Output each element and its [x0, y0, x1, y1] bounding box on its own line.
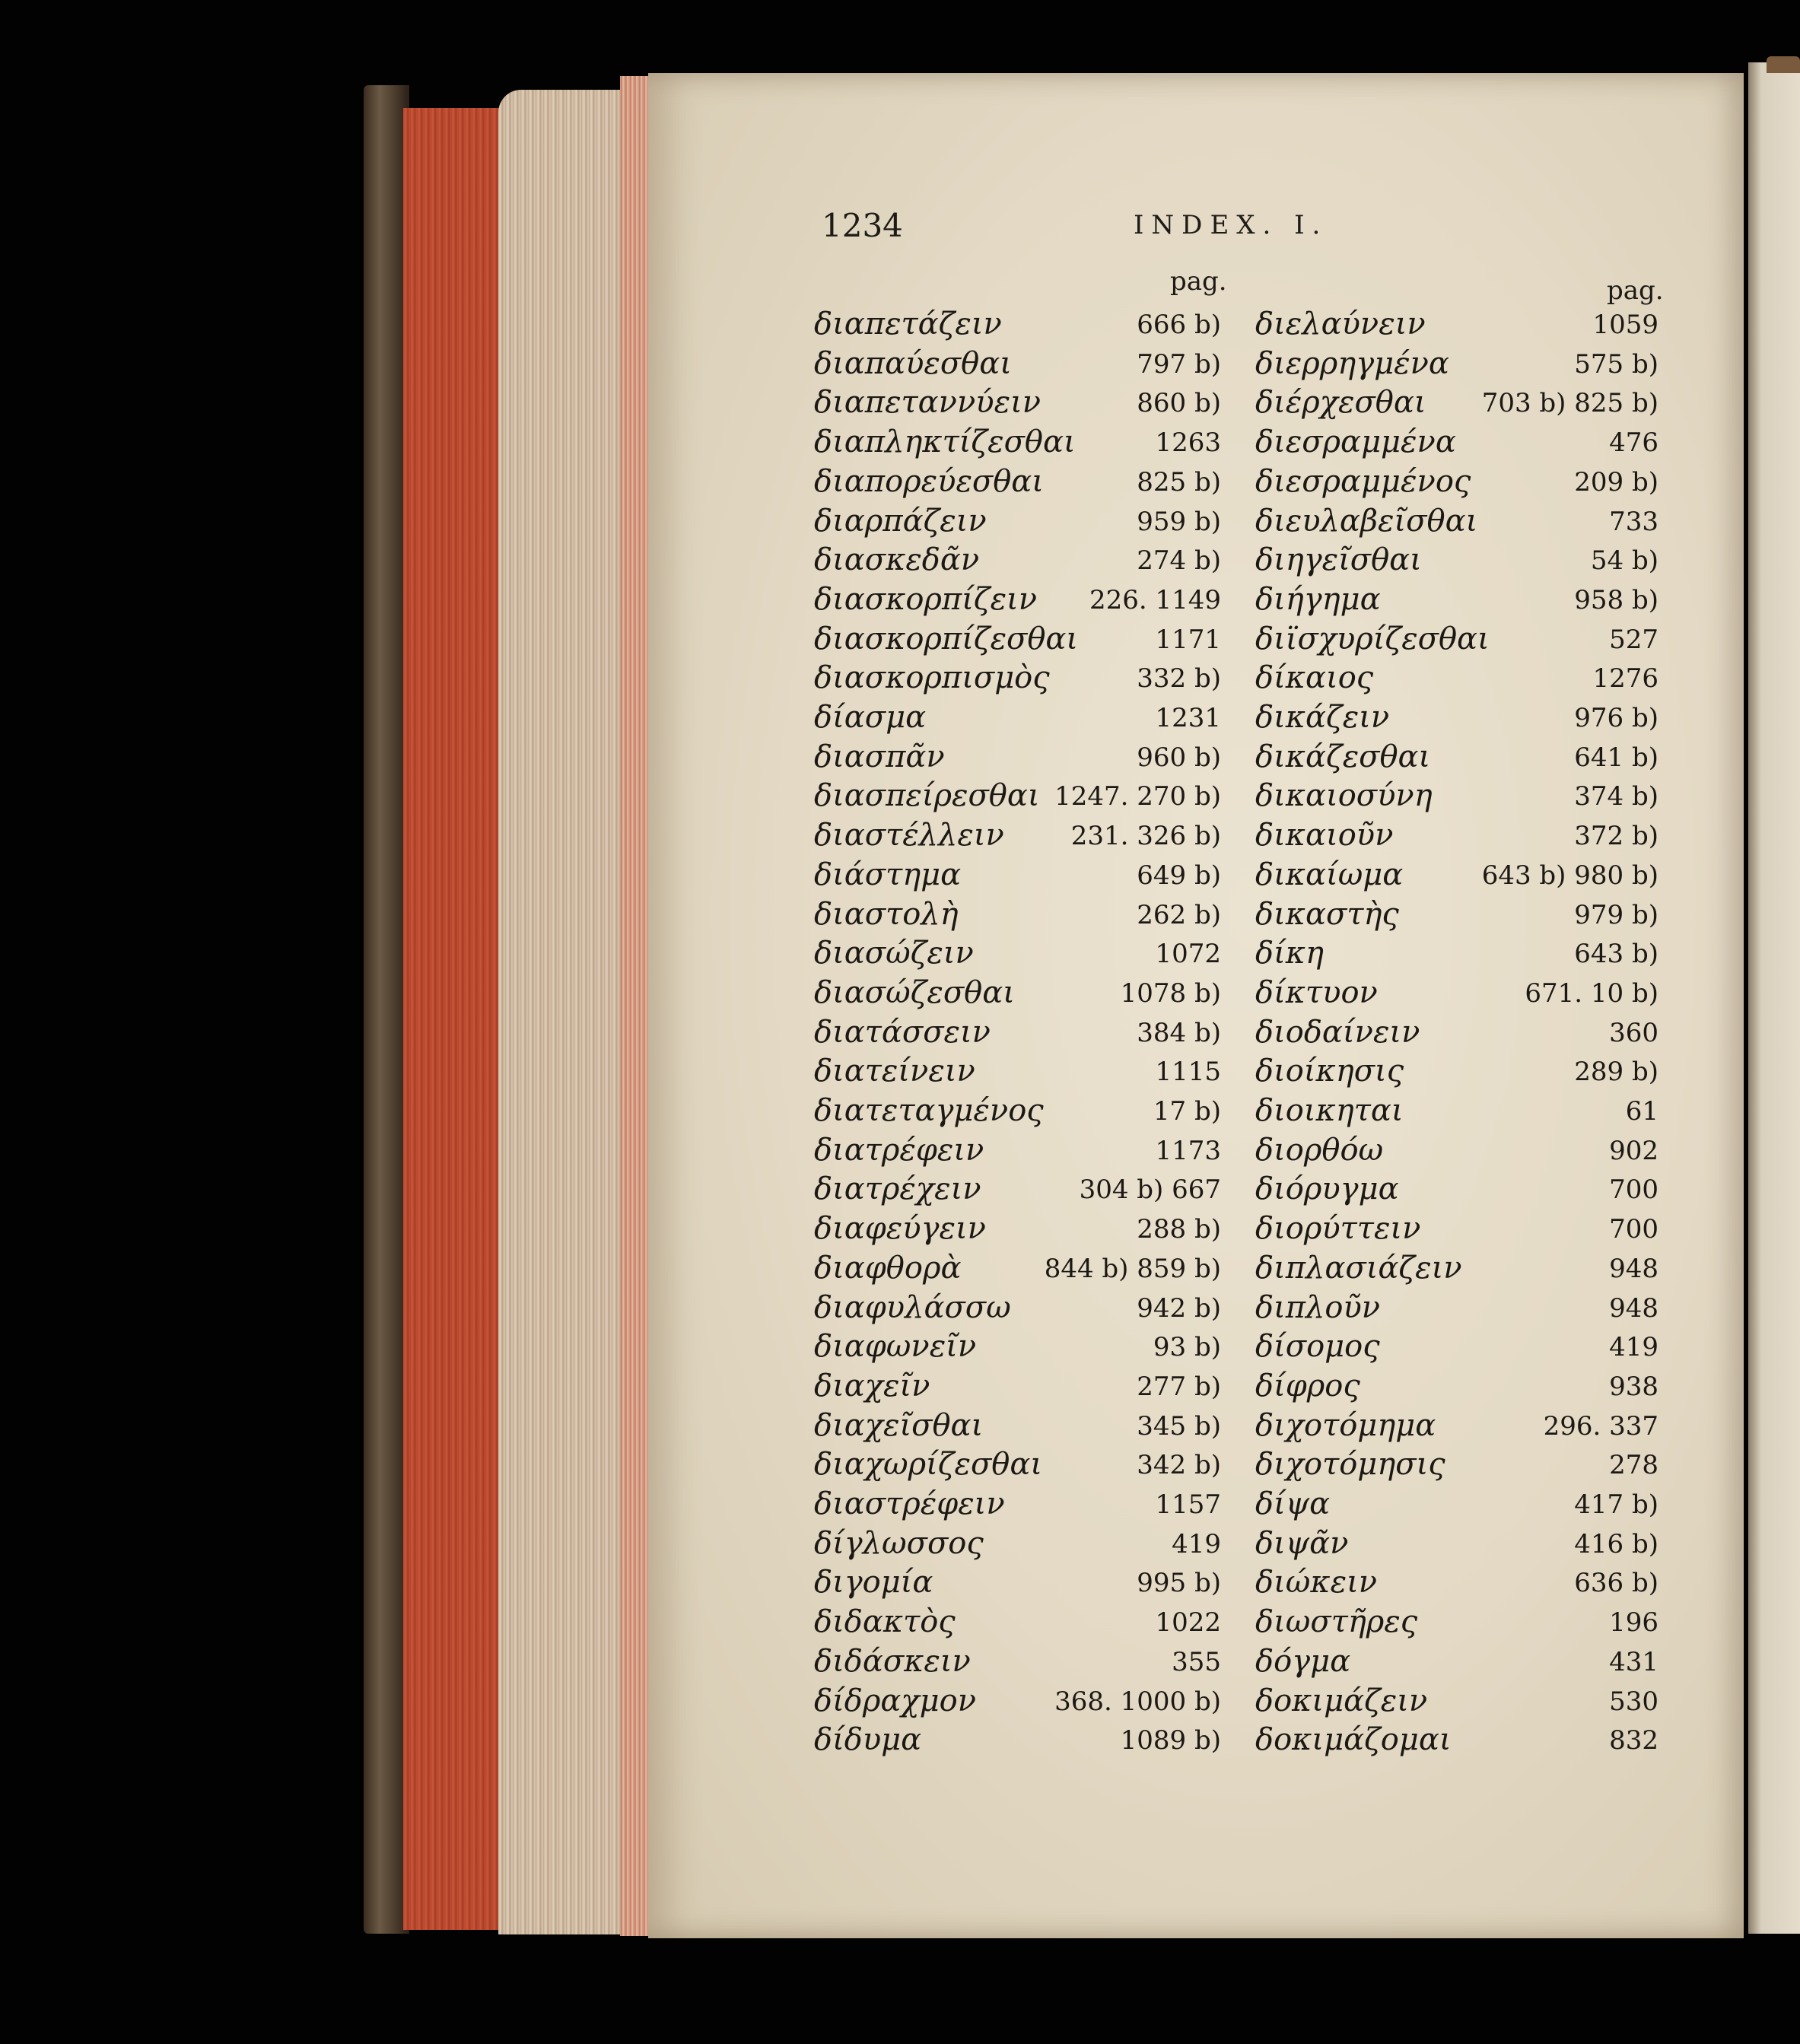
page-reference: 643 b) 980 b) [1481, 860, 1658, 891]
index-term: δίασμα [814, 700, 927, 735]
index-term: διορύττειν [1255, 1211, 1421, 1247]
page-reference: 527 [1609, 624, 1658, 655]
page-reference: 1089 b) [1120, 1725, 1221, 1756]
page-reference: 419 [1609, 1332, 1658, 1363]
index-term: διαστολὴ [814, 896, 959, 932]
index-entry [1255, 307, 1658, 346]
page-reference: 355 [1172, 1646, 1221, 1677]
page-reference: 1247. 270 b) [1054, 781, 1221, 812]
index-term: διδακτὸς [814, 1604, 956, 1640]
index-term: διηγεῖσθαι [1255, 542, 1422, 578]
index-term: διαστρέφειν [814, 1486, 1005, 1521]
page-reference: 643 b) [1574, 939, 1658, 970]
page-reference: 959 b) [1137, 506, 1221, 537]
index-term: διασπείρεσθαι [814, 778, 1040, 814]
page-reference: 938 [1609, 1371, 1658, 1402]
index-entry [814, 1526, 1221, 1566]
index-term: διπλοῦν [1255, 1289, 1381, 1325]
index-term: διαχεῖν [814, 1368, 930, 1403]
index-entry [814, 897, 1221, 936]
index-entry [814, 1015, 1221, 1054]
index-term: διασώζεσθαι [814, 974, 1015, 1010]
index-entry [1255, 1093, 1658, 1133]
index-term: διψᾶν [1255, 1525, 1349, 1561]
page-reference: 304 b) 667 [1079, 1175, 1221, 1206]
index-term: διασκεδᾶν [814, 542, 980, 578]
page-reference: 1171 [1155, 624, 1221, 655]
index-entry [814, 1290, 1221, 1330]
index-term: διαπετάζειν [814, 307, 1002, 342]
index-term: διαφωνεῖν [814, 1329, 977, 1365]
index-entry [1255, 700, 1658, 739]
index-entry [1255, 385, 1658, 424]
index-entry [1255, 1251, 1658, 1290]
index-term: διχοτόμησις [1255, 1447, 1445, 1483]
index-entry [814, 1644, 1221, 1683]
index-entry [1255, 1447, 1658, 1486]
index-entry [1255, 975, 1658, 1015]
book-spine [364, 85, 409, 1934]
page-reference: 1173 [1155, 1135, 1221, 1166]
index-term: διαπαύεσθαι [814, 345, 1012, 381]
index-entry [1255, 1486, 1658, 1526]
index-term: διαπορεύεσθαι [814, 463, 1044, 499]
page-reference: 700 [1609, 1214, 1658, 1245]
page-reference: 61 [1625, 1096, 1658, 1127]
index-entry [814, 582, 1221, 621]
index-term: διευλαβεῖσθαι [1255, 503, 1478, 539]
page-reference: 93 b) [1153, 1332, 1221, 1363]
index-term: διοδαίνειν [1255, 1014, 1420, 1050]
index-term: δικάζειν [1255, 700, 1390, 735]
page-reference: 995 b) [1137, 1568, 1221, 1599]
index-term: διεσραμμένα [1255, 424, 1456, 460]
index-entry [1255, 1604, 1658, 1644]
index-entry [814, 464, 1221, 504]
facing-page-tab [1767, 56, 1800, 73]
index-term: διερρηγμένα [1255, 345, 1449, 381]
page-reference: 372 b) [1574, 821, 1658, 852]
index-entry [814, 1329, 1221, 1368]
index-term: διόρυγμα [1255, 1171, 1399, 1207]
index-entry [814, 1251, 1221, 1290]
page-reference: 1078 b) [1120, 977, 1221, 1009]
page-number: 1234 [822, 207, 903, 244]
page-reference: 844 b) 859 b) [1044, 1253, 1221, 1284]
page-reference: 289 b) [1574, 1057, 1658, 1088]
page-reference: 1115 [1155, 1057, 1221, 1088]
index-term: διατείνειν [814, 1054, 975, 1089]
index-term: δοκιμάζομαι [1255, 1722, 1452, 1758]
index-entry [1255, 582, 1658, 621]
index-entry [1255, 346, 1658, 386]
index-term: διχοτόμημα [1255, 1407, 1436, 1443]
index-term: διάστημα [814, 857, 962, 892]
index-term: διασκορπίζειν [814, 581, 1038, 617]
index-entry [814, 857, 1221, 897]
page-reference: 345 b) [1137, 1410, 1221, 1442]
page-reference: 342 b) [1137, 1450, 1221, 1481]
page-reference: 288 b) [1137, 1214, 1221, 1245]
index-term: δίκαιος [1255, 660, 1374, 696]
page-reference: 226. 1149 [1089, 584, 1221, 615]
page-edges-red [403, 108, 502, 1930]
index-term: διατάσσειν [814, 1014, 991, 1050]
page-reference: 832 [1609, 1725, 1658, 1756]
page-reference: 942 b) [1137, 1292, 1221, 1324]
page-reference: 332 b) [1137, 663, 1221, 695]
index-entry [1255, 1565, 1658, 1604]
index-term: δόγμα [1255, 1643, 1351, 1679]
index-entry [814, 1565, 1221, 1604]
index-entry [1255, 1644, 1658, 1683]
page-reference: 733 [1609, 506, 1658, 537]
index-entry [1255, 1054, 1658, 1093]
page-reference: 825 b) [1137, 466, 1221, 497]
page-reference: 296. 337 [1543, 1410, 1658, 1442]
index-entry [1255, 936, 1658, 975]
index-term: δίφρος [1255, 1368, 1360, 1403]
index-entry [1255, 1368, 1658, 1408]
index-entry [1255, 897, 1658, 936]
page-reference: 649 b) [1137, 860, 1221, 891]
index-term: διαφυλάσσω [814, 1289, 1011, 1325]
index-entry [814, 346, 1221, 386]
index-term: διαπληκτίζεσθαι [814, 424, 1076, 460]
index-entry [814, 1408, 1221, 1448]
index-entry [814, 1093, 1221, 1133]
page-reference: 417 b) [1574, 1489, 1658, 1520]
index-term: διαπεταννύειν [814, 385, 1042, 421]
pag-label-right: pag. [1607, 275, 1664, 306]
index-entry [1255, 504, 1658, 543]
index-entry [1255, 1015, 1658, 1054]
page-edges-inner [620, 76, 650, 1936]
page-reference: 703 b) 825 b) [1481, 388, 1658, 419]
index-term: διορθόω [1255, 1132, 1384, 1168]
index-term: δίψα [1255, 1486, 1331, 1521]
index-entry [1255, 1133, 1658, 1172]
page-reference: 1059 [1592, 310, 1658, 340]
index-entry [814, 1486, 1221, 1526]
index-term: δίκη [1255, 936, 1324, 971]
page-reference: 416 b) [1574, 1528, 1658, 1559]
index-entry [814, 1133, 1221, 1172]
index-term: διασπᾶν [814, 739, 945, 774]
index-entry [814, 739, 1221, 779]
index-entry [814, 1447, 1221, 1486]
index-entry [814, 307, 1221, 346]
page-reference: 374 b) [1574, 781, 1658, 812]
page-reference: 979 b) [1574, 899, 1658, 930]
index-term: διατεταγμένος [814, 1093, 1044, 1128]
index-entry [1255, 1290, 1658, 1330]
page-reference: 277 b) [1137, 1371, 1221, 1402]
page-reference: 196 [1609, 1607, 1658, 1639]
index-entry [814, 778, 1221, 818]
index-entry [814, 1211, 1221, 1251]
index-entry [814, 504, 1221, 543]
index-term: διδάσκειν [814, 1643, 971, 1679]
index-entry [1255, 1408, 1658, 1448]
facing-page-edge [1748, 62, 1800, 1934]
page-reference: 1157 [1155, 1489, 1221, 1520]
page-reference: 384 b) [1137, 1017, 1221, 1048]
index-entry [814, 975, 1221, 1015]
page-reference: 575 b) [1574, 348, 1658, 380]
index-term: διατρέφειν [814, 1132, 984, 1168]
index-term: δικαίωμα [1255, 857, 1404, 892]
index-entry [814, 1683, 1221, 1723]
page-reference: 360 [1609, 1017, 1658, 1048]
index-term: διαχωρίζεσθαι [814, 1447, 1043, 1483]
index-entry [814, 424, 1221, 464]
page-reference: 54 b) [1590, 545, 1658, 577]
index-entry [1255, 1329, 1658, 1368]
page-reference: 431 [1609, 1646, 1658, 1677]
page-reference: 860 b) [1137, 388, 1221, 419]
page-reference: 274 b) [1137, 545, 1221, 577]
page-title: INDEX. I. [1134, 210, 1328, 240]
page-reference: 1276 [1592, 663, 1658, 695]
index-term: διοίκησις [1255, 1054, 1404, 1089]
page-reference: 419 [1172, 1528, 1221, 1559]
index-entry [814, 936, 1221, 975]
page-reference: 666 b) [1137, 310, 1221, 340]
index-term: δικάζεσθαι [1255, 739, 1431, 774]
page-reference: 902 [1609, 1135, 1658, 1166]
index-entry [1255, 1171, 1658, 1211]
page-reference: 641 b) [1574, 742, 1658, 773]
page-reference: 1022 [1155, 1607, 1221, 1639]
index-term: διοικηται [1255, 1093, 1404, 1128]
index-entry [1255, 1722, 1658, 1762]
index-entry [814, 700, 1221, 739]
index-term: διαφεύγειν [814, 1211, 986, 1247]
index-entry [814, 818, 1221, 857]
page-reference: 958 b) [1574, 584, 1658, 615]
index-entry [1255, 739, 1658, 779]
index-term: διαρπάζειν [814, 503, 987, 539]
page-reference: 948 [1609, 1292, 1658, 1324]
index-term: διαστέλλειν [814, 818, 1004, 854]
page-reference: 17 b) [1153, 1096, 1221, 1127]
index-term: διωστῆρες [1255, 1604, 1418, 1640]
index-entry [1255, 1526, 1658, 1566]
index-entry [1255, 857, 1658, 897]
page-reference: 1231 [1155, 703, 1221, 733]
index-entry [1255, 1683, 1658, 1723]
page-reference: 948 [1609, 1253, 1658, 1284]
index-entry [814, 1722, 1221, 1762]
page-reference: 209 b) [1574, 466, 1658, 497]
page-reference: 636 b) [1574, 1568, 1658, 1599]
index-term: διασκορπίζεσθαι [814, 621, 1079, 656]
index-entry [1255, 542, 1658, 582]
page-reference: 262 b) [1137, 899, 1221, 930]
page-reference: 960 b) [1137, 742, 1221, 773]
index-term: δίγλωσσος [814, 1525, 984, 1561]
index-term: δικαιοσύνη [1255, 778, 1433, 814]
index-term: δοκιμάζειν [1255, 1683, 1428, 1718]
index-term: διεσραμμένος [1255, 463, 1471, 499]
page-reference: 976 b) [1574, 703, 1658, 733]
index-entry [1255, 818, 1658, 857]
index-entry [1255, 660, 1658, 700]
index-entry [1255, 464, 1658, 504]
page-reference: 278 [1609, 1450, 1658, 1481]
index-entry [1255, 621, 1658, 661]
index-term: διαφθορὰ [814, 1250, 962, 1286]
index-term: δίδυμα [814, 1722, 922, 1758]
index-term: διασκορπισμὸς [814, 660, 1050, 696]
index-term: διώκειν [1255, 1565, 1378, 1601]
page-reference: 368. 1000 b) [1054, 1686, 1221, 1717]
index-entry [814, 542, 1221, 582]
index-term: διήγημα [1255, 581, 1381, 617]
index-entry [814, 1604, 1221, 1644]
index-term: διγομία [814, 1565, 933, 1601]
page-reference: 231. 326 b) [1070, 821, 1221, 852]
page-reference: 797 b) [1137, 348, 1221, 380]
index-term: διελαύνειν [1255, 307, 1426, 342]
index-entry [814, 1054, 1221, 1093]
index-entry [814, 1368, 1221, 1408]
index-term: δικαστὴς [1255, 896, 1399, 932]
index-entry [814, 621, 1221, 661]
index-term: διϊσχυρίζεσθαι [1255, 621, 1490, 656]
index-term: διασώζειν [814, 936, 974, 971]
index-entry [1255, 1211, 1658, 1251]
page-reference: 1072 [1155, 939, 1221, 970]
index-entry [814, 1171, 1221, 1211]
index-entry [814, 660, 1221, 700]
index-term: δίδραχμον [814, 1683, 977, 1718]
index-entry [1255, 778, 1658, 818]
index-term: δικαιοῦν [1255, 818, 1394, 854]
page-reference: 530 [1609, 1686, 1658, 1717]
page-reference: 671. 10 b) [1525, 977, 1658, 1009]
index-term: δίσομος [1255, 1329, 1380, 1365]
index-term: διέρχεσθαι [1255, 385, 1426, 421]
index-term: διπλασιάζειν [1255, 1250, 1462, 1286]
page-reference: 1263 [1155, 428, 1221, 459]
index-entry [814, 385, 1221, 424]
index-term: διαχεῖσθαι [814, 1407, 984, 1443]
pag-label-left: pag. [1170, 266, 1227, 297]
page-reference: 476 [1609, 428, 1658, 459]
page-reference: 700 [1609, 1175, 1658, 1206]
index-term: διατρέχειν [814, 1171, 981, 1207]
index-term: δίκτυον [1255, 974, 1378, 1010]
index-entry [1255, 424, 1658, 464]
